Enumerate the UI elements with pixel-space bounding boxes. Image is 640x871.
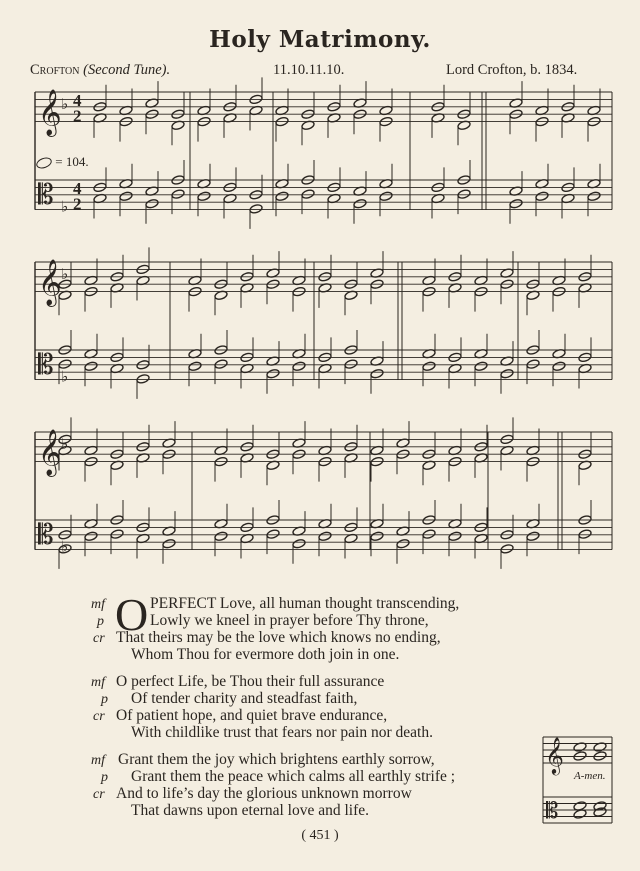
verse-line: Grant them the joy which brightens earthly sorrow, bbox=[118, 751, 435, 768]
note-head bbox=[573, 751, 587, 762]
note-head bbox=[500, 544, 514, 555]
dynamic-mark: mf bbox=[91, 675, 105, 690]
tenor-clef: 𝄡 bbox=[38, 348, 54, 382]
time-signature: 4 bbox=[73, 90, 82, 110]
tenor-clef: 𝄡 bbox=[546, 799, 559, 824]
time-signature: 2 bbox=[73, 194, 82, 214]
tempo-mark: = 104. bbox=[36, 154, 89, 170]
note-head bbox=[58, 359, 72, 370]
verse-line: Of patient hope, and quiet brave endurance, bbox=[116, 707, 388, 724]
note-head bbox=[266, 529, 280, 540]
note-head bbox=[145, 198, 159, 209]
dynamic-mark: cr bbox=[93, 709, 105, 724]
composer: Lord Crofton, b. 1834. bbox=[446, 62, 578, 78]
time-signature: 2 bbox=[73, 106, 82, 126]
system bbox=[35, 247, 612, 399]
flat-sign: ♭ bbox=[61, 436, 69, 453]
note-head bbox=[500, 368, 514, 379]
dynamic-mark: mf bbox=[91, 753, 105, 768]
note-head bbox=[275, 191, 289, 202]
meter: 11.10.11.10. bbox=[273, 62, 345, 78]
note-head bbox=[535, 191, 549, 202]
note-head bbox=[370, 368, 384, 379]
dynamic-mark: cr bbox=[93, 787, 105, 802]
tenor-clef: 𝄡 bbox=[38, 518, 54, 552]
dynamic-mark: p bbox=[97, 614, 104, 629]
note-head bbox=[266, 368, 280, 379]
note-head bbox=[578, 529, 592, 540]
verse-line: That theirs may be the love which knows no ending, bbox=[116, 629, 441, 646]
verse-line: Of tender charity and steadfast faith, bbox=[131, 690, 358, 707]
verse-line: Lowly we kneel in prayer before Thy throne, bbox=[150, 612, 429, 629]
note-head bbox=[370, 531, 384, 542]
verse-line: That dawns upon eternal love and life. bbox=[131, 802, 370, 819]
note-head bbox=[318, 531, 332, 542]
dynamic-mark: cr bbox=[93, 631, 105, 646]
note-head bbox=[526, 531, 540, 542]
note-head bbox=[396, 538, 410, 549]
note-head bbox=[84, 361, 98, 372]
verse-line: PERFECT Love, all human thought transcending, bbox=[150, 595, 460, 612]
note-head bbox=[379, 191, 393, 202]
note-head bbox=[526, 359, 540, 370]
flat-sign: ♭ bbox=[61, 96, 69, 113]
flat-sign: ♭ bbox=[61, 199, 69, 216]
note-head bbox=[587, 191, 601, 202]
treble-clef: 𝄞 bbox=[38, 429, 62, 476]
tune-note: (Second Tune). bbox=[83, 62, 171, 78]
note-head bbox=[509, 198, 523, 209]
note-head bbox=[110, 529, 124, 540]
note-head bbox=[593, 751, 607, 762]
flat-sign: ♭ bbox=[61, 266, 69, 283]
note-head bbox=[422, 529, 436, 540]
time-signature: 4 bbox=[73, 178, 82, 198]
note-head bbox=[214, 359, 228, 370]
treble-clef: 𝄞 bbox=[38, 89, 62, 136]
dynamic-mark: p bbox=[101, 770, 108, 785]
note-head bbox=[197, 191, 211, 202]
note-head bbox=[474, 361, 488, 372]
note-head bbox=[162, 538, 176, 549]
note-head bbox=[119, 191, 133, 202]
note-head bbox=[188, 361, 202, 372]
flat-sign: ♭ bbox=[61, 369, 69, 386]
note-head bbox=[457, 189, 471, 200]
note-head bbox=[292, 538, 306, 549]
page-title: Holy Matrimony. bbox=[209, 26, 431, 53]
note-head bbox=[422, 361, 436, 372]
verse-line: Grant them the peace which calms all earthly strife ; bbox=[131, 768, 456, 785]
page-number: ( 451 ) bbox=[301, 828, 339, 843]
score-systems bbox=[35, 77, 612, 569]
note-head bbox=[552, 361, 566, 372]
treble-clef: 𝄞 bbox=[38, 259, 62, 306]
verse-line: O perfect Life, be Thou their full assurance bbox=[116, 673, 385, 690]
system bbox=[35, 77, 612, 229]
note-head bbox=[214, 531, 228, 542]
note-head bbox=[448, 531, 462, 542]
verse-line: Whom Thou for evermore doth join in one. bbox=[131, 646, 400, 663]
note-head bbox=[353, 198, 367, 209]
treble-clef: 𝄞 bbox=[545, 736, 564, 774]
verse-line: With childlike trust that fears nor pain nor death. bbox=[131, 724, 433, 741]
note-head bbox=[344, 359, 358, 370]
system bbox=[35, 417, 612, 569]
tune-name: Crofton bbox=[30, 62, 80, 78]
note-head bbox=[292, 361, 306, 372]
tenor-clef: 𝄡 bbox=[38, 178, 54, 212]
note-head bbox=[171, 189, 185, 200]
dynamic-mark: mf bbox=[91, 597, 105, 612]
note-head bbox=[136, 374, 150, 385]
note-head bbox=[593, 807, 607, 818]
verse-line: And to life’s day the glorious unknown morrow bbox=[116, 785, 412, 802]
drop-cap: O bbox=[115, 589, 149, 640]
note-head bbox=[301, 189, 315, 200]
flat-sign: ♭ bbox=[61, 539, 69, 556]
note-head bbox=[84, 531, 98, 542]
dynamic-mark: p bbox=[101, 692, 108, 707]
note-head bbox=[249, 204, 263, 215]
amen-label: A-men. bbox=[574, 770, 606, 782]
